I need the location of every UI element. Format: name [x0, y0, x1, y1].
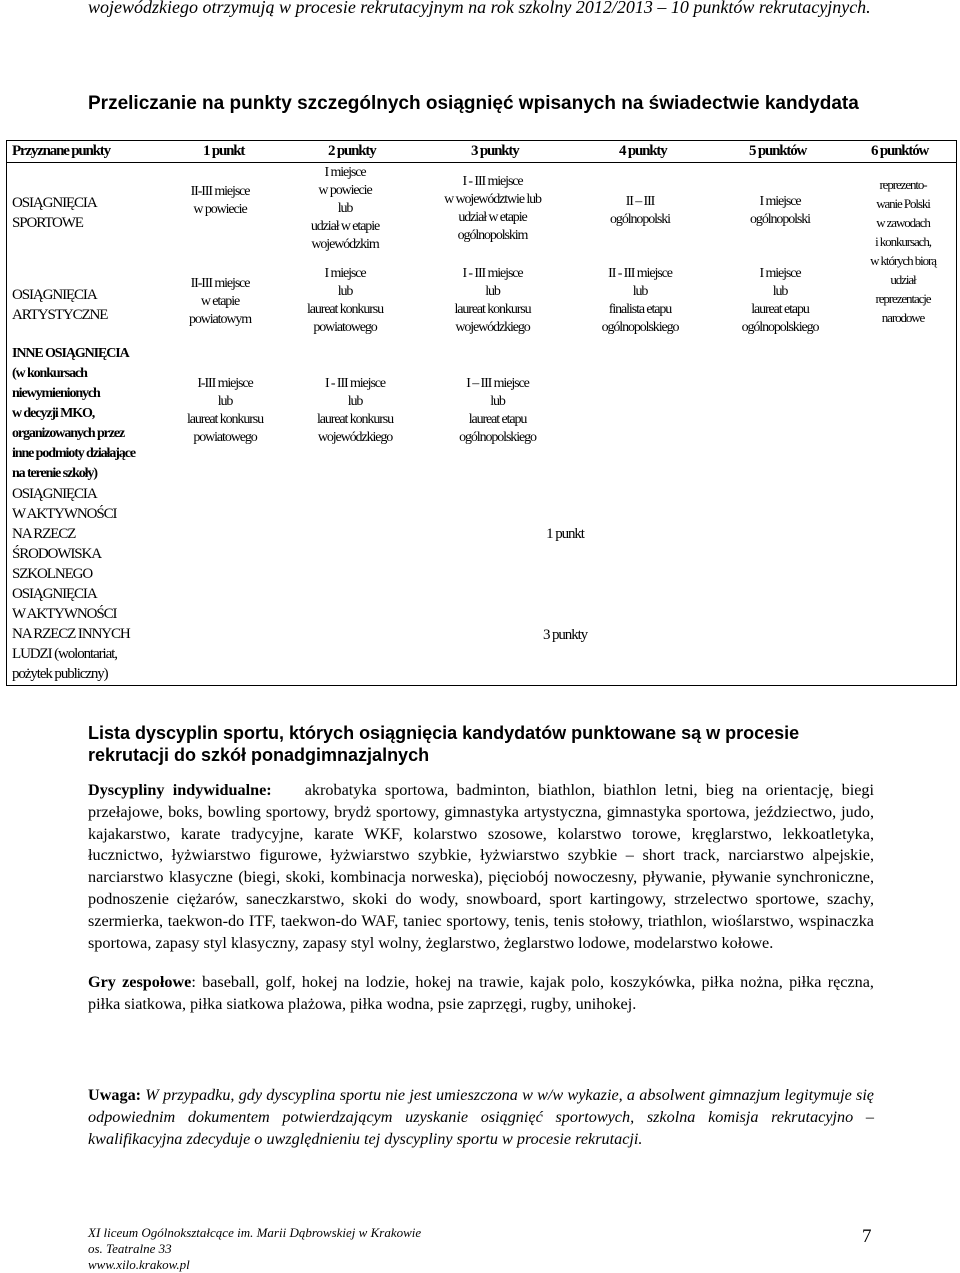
cell-six-points: reprezento- wanie Polski w zawodach i konkursach, w których biorą udział reprezentacje narodowe: [870, 177, 936, 325]
cell-sports-1: II-III miejsce w powiecie: [190, 184, 250, 217]
cell-arts-3: I - III miejsce lub laureat konkursu wojewódzkiego: [454, 266, 531, 335]
cell-sports-2: I miejsce w powiecie lub udział w etapie wojewódzkim: [310, 165, 380, 252]
cell-arts-4: II - III miejsce lub finalista etapu ogólnopolskiego: [601, 266, 679, 335]
cell-sports-3: I - III miejsce w województwie lub udział w etapie ogólnopolskim: [444, 174, 541, 243]
individual-disciplines: [88, 780, 874, 954]
header-cell-1: 1 punkt: [203, 143, 245, 159]
team-label: Gry zespołowe: [88, 973, 192, 992]
footer-website: www.xilo.krakow.pl: [88, 1257, 190, 1272]
header-cell-4: 4 punkty: [619, 143, 667, 159]
row-label-other: INNE OSIĄGNIĘCIA (w konkursach niewymienionych w decyzji MKO, organizowanych przez inne podmioty działające na terenie szkoły): [12, 346, 135, 481]
note-text: W przypadku, gdy dyscyplina sportu nie jest umieszczona w w/w wykazie, a absolwent gimnazjum legitymuje się odpowiednim dokumentem potwierdzającym uzyskanie osiągnięć sportowych, szkolna komisja rekrutacyjno – kwalifikacyjna zdecyduje o uwzględnieniu tej dyscypliny sportu w procesie rekrutacji.: [88, 1086, 874, 1148]
header-cell-5: 5 punktów: [749, 143, 807, 159]
note-paragraph: [88, 1085, 874, 1150]
points-header-row: [6, 142, 956, 162]
cell-sports-4: II – III ogólnopolski: [610, 194, 670, 227]
individual-text: akrobatyka sportowa, badminton, biathlon, biathlon letni, bieg na orientację, biegi przełajowe, boks, bowling sportowy, brydż sportowy, gimnastyka artystyczna, gimnastyka sportowa, jeździectwo, judo, kajakarstwo, karate tradycyjne, karate WKF, kolarstwo szosowe, kolarstwo torowe, kręglarstwo, lekkoatletyka, łucznictwo, łyżwiarstwo figurowe, łyżwiarstwo szybkie, łyżwiarstwo szybkie – short track, narciarstwo alpejskie, narciarstwo klasyczne (biegi, skoki, kombinacja norweska), pięciobój nowoczesny, pływanie, pływanie synchroniczne, podnoszenie ciężarów, saneczkarstwo, skoki do wody, snowboard, sport kartingowy, strzelectwo sportowe, szachy, szermierka, taekwon-do ITF, taekwon-do WAF, taniec sportowy, tenis, tenis stołowy, triathlon, wioślarstwo, wspinaczka sportowa, zapasy styl klasyczny, zapasy styl wolny, żeglarstwo, żeglarstwo lodowe, modelarstwo kołowe.: [88, 781, 875, 952]
cell-arts-5: I miejsce lub laureat etapu ogólnopolskiego: [741, 266, 819, 335]
team-disciplines: [88, 972, 874, 1016]
cell-sports-5: I miejsce ogólnopolski: [750, 194, 810, 227]
footer-school-name: XI liceum Ogólnokształcące im. Marii Dąbrowskiej w Krakowie: [88, 1225, 422, 1240]
row-label-sports: OSIĄGNIĘCIA SPORTOWE: [12, 195, 97, 231]
intro-text: wojewódzkiego otrzymują w procesie rekrutacyjnym na rok szkolny 2012/2013 – 10 punktów rekrutacyjnych.: [88, 0, 871, 17]
note-label: Uwaga:: [88, 1086, 142, 1104]
sports-list-title: Lista dyscyplin sportu, których osiągnięcia kandydatów punktowane są w procesie rekrutacji do szkół ponadgimnazjalnych: [88, 723, 800, 765]
footer-address: os. Teatralne 33: [88, 1241, 172, 1256]
header-cell-label: Przyznane punkty: [12, 143, 110, 159]
cell-volunteering-points: 3 punkty: [542, 627, 588, 643]
row-label-school-activity: OSIĄGNIĘCIA W AKTYWNOŚCI NA RZECZ ŚRODOWISKA SZKOLNEGO: [12, 486, 117, 582]
header-cell-6: 6 punktów: [871, 143, 929, 159]
footer: [88, 1225, 421, 1273]
cell-arts-1: II-III miejsce w etapie powiatowym: [188, 276, 252, 327]
header-cell-2: 2 punkty: [328, 143, 376, 159]
sports-list: [88, 780, 874, 1034]
cell-other-3: I – III miejsce lub laureat etapu ogólnopolskiego: [459, 376, 536, 445]
individual-label: Dyscypliny indywidualne:: [88, 781, 272, 799]
team-text: : baseball, golf, hokej na lodzie, hokej na trawie, kajak polo, koszykówka, piłka nożna, piłka ręczna, piłka siatkowa, piłka siatkowa plażowa, piłka wodna, psie zaprzęgi, rugby, unihokej.: [88, 973, 874, 1014]
row-label-volunteering: OSIĄGNIĘCIA W AKTYWNOŚCI NA RZECZ INNYCH LUDZI (wolontariat, pożytek publiczny): [12, 586, 130, 682]
header-cell-3: 3 punkty: [471, 143, 519, 159]
section-heading: Przeliczanie na punkty szczególnych osiągnięć wpisanych na świadectwie kandydata: [88, 93, 859, 114]
row-label-arts: OSIĄGNIĘCIA ARTYSTYCZNE: [12, 287, 108, 323]
page-number: 7: [862, 1226, 872, 1247]
cell-other-2: I - III miejsce lub laureat konkursu wojewódzkiego: [316, 376, 394, 445]
cell-other-1: I-III miejsce lub laureat konkursu powiatowego: [186, 376, 264, 445]
cell-arts-2: I miejsce lub laureat konkursu powiatowego: [306, 266, 384, 335]
cell-school-activity-points: 1 punkt: [546, 526, 584, 542]
